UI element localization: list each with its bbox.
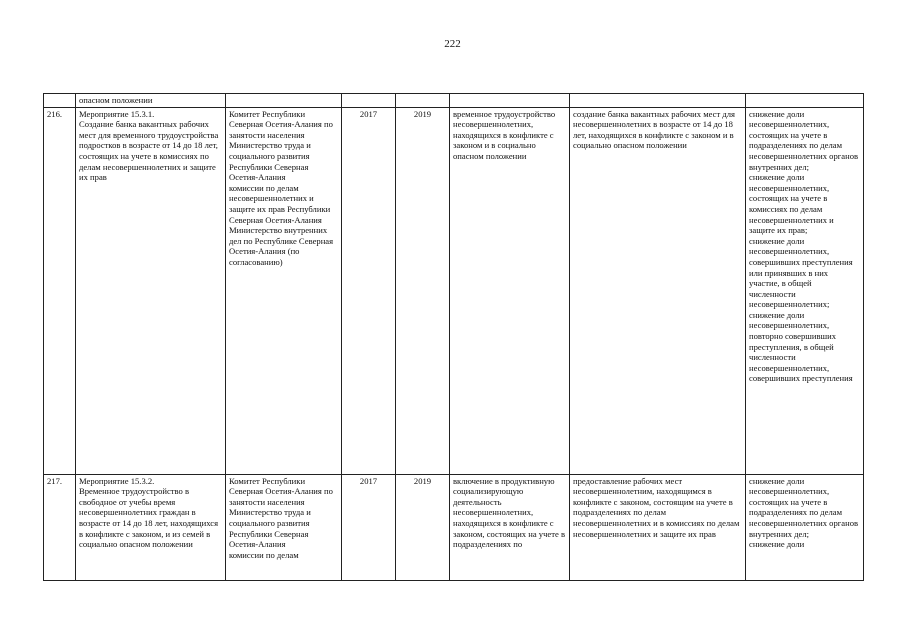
cell-end-year: 2019 — [396, 107, 450, 474]
cell-measure: Мероприятие 15.3.1. Создание банка вакантных рабочих мест для временного трудоустройства подростков в возрасте от 14 до 18 лет, состоящих на учете в комиссиях по делам несовершеннолетних и защите их прав — [76, 107, 226, 474]
cell-start-year: 2017 — [342, 107, 396, 474]
cell-description — [570, 94, 746, 108]
cell-description: создание банка вакантных рабочих мест для несовершеннолетних в возрасте от 14 до 18 лет, находящихся в конфликте с законом и в социально опасном положении — [570, 107, 746, 474]
measures-table — [43, 93, 864, 581]
cell-start-year: 2017 — [342, 474, 396, 580]
cell-description: предоставление рабочих мест несовершеннолетним, находящимся в конфликте с законом, состоящим на учете в подразделениях по делам несовершеннолетних и в комиссиях по делам несовершеннолетних и защите их прав — [570, 474, 746, 580]
cell-num: 216. — [44, 107, 76, 474]
cell-indicators: снижение доли несовершеннолетних, состоящих на учете в подразделениях по делам несовершеннолетних органов внутренних дел; снижение доли несовершеннолетних, состоящих на учете в комиссиях по делам несовершеннолетних и защите их прав; снижение доли несовершеннолетних, совершивших преступления или принявших в них участие, в общей численности несовершеннолетних; снижение доли несовершеннолетних, повторно совершивших преступления, в общей численности несовершеннолетних, совершивших преступления — [746, 107, 864, 474]
cell-indicators — [746, 94, 864, 108]
cell-result — [450, 94, 570, 108]
cell-measure: Мероприятие 15.3.2. Временное трудоустройство в свободное от учебы время несовершеннолетних граждан в возрасте от 14 до 18 лет, находящихся в конфликте с законом, и из семей в социально опасном положении — [76, 474, 226, 580]
table-row — [44, 107, 864, 474]
cell-end-year: 2019 — [396, 474, 450, 580]
cell-executor: Комитет Республики Северная Осетия-Алания по занятости населения Министерство труда и социального развития Республики Северная Осетия-Алания комиссии по делам — [226, 474, 342, 580]
cell-end-year — [396, 94, 450, 108]
cell-result: временное трудоустройство несовершеннолетних, находящихся в конфликте с законом и в социально опасном положении — [450, 107, 570, 474]
cell-indicators: снижение доли несовершеннолетних, состоящих на учете в подразделениях по делам несовершеннолетних органов внутренних дел; снижение доли — [746, 474, 864, 580]
cell-result: включение в продуктивную социализирующую деятельность несовершеннолетних, находящихся в конфликте с законом, состоящих на учете в подразделениях по — [450, 474, 570, 580]
cell-num: 217. — [44, 474, 76, 580]
cell-measure: опасном положении — [76, 94, 226, 108]
cell-executor — [226, 94, 342, 108]
cell-executor: Комитет Республики Северная Осетия-Алания по занятости населения Министерство труда и социального развития Республики Северная Осетия-Алания комиссии по делам несовершеннолетних и защите их прав Республики Северная Осетия-Алания Министерство внутренних дел по Республике Северная Осетия-Алания (по согласованию) — [226, 107, 342, 474]
table-row-continuation — [44, 94, 864, 108]
cell-start-year — [342, 94, 396, 108]
page-number: 222 — [444, 38, 461, 50]
table-row — [44, 474, 864, 580]
cell-num — [44, 94, 76, 108]
